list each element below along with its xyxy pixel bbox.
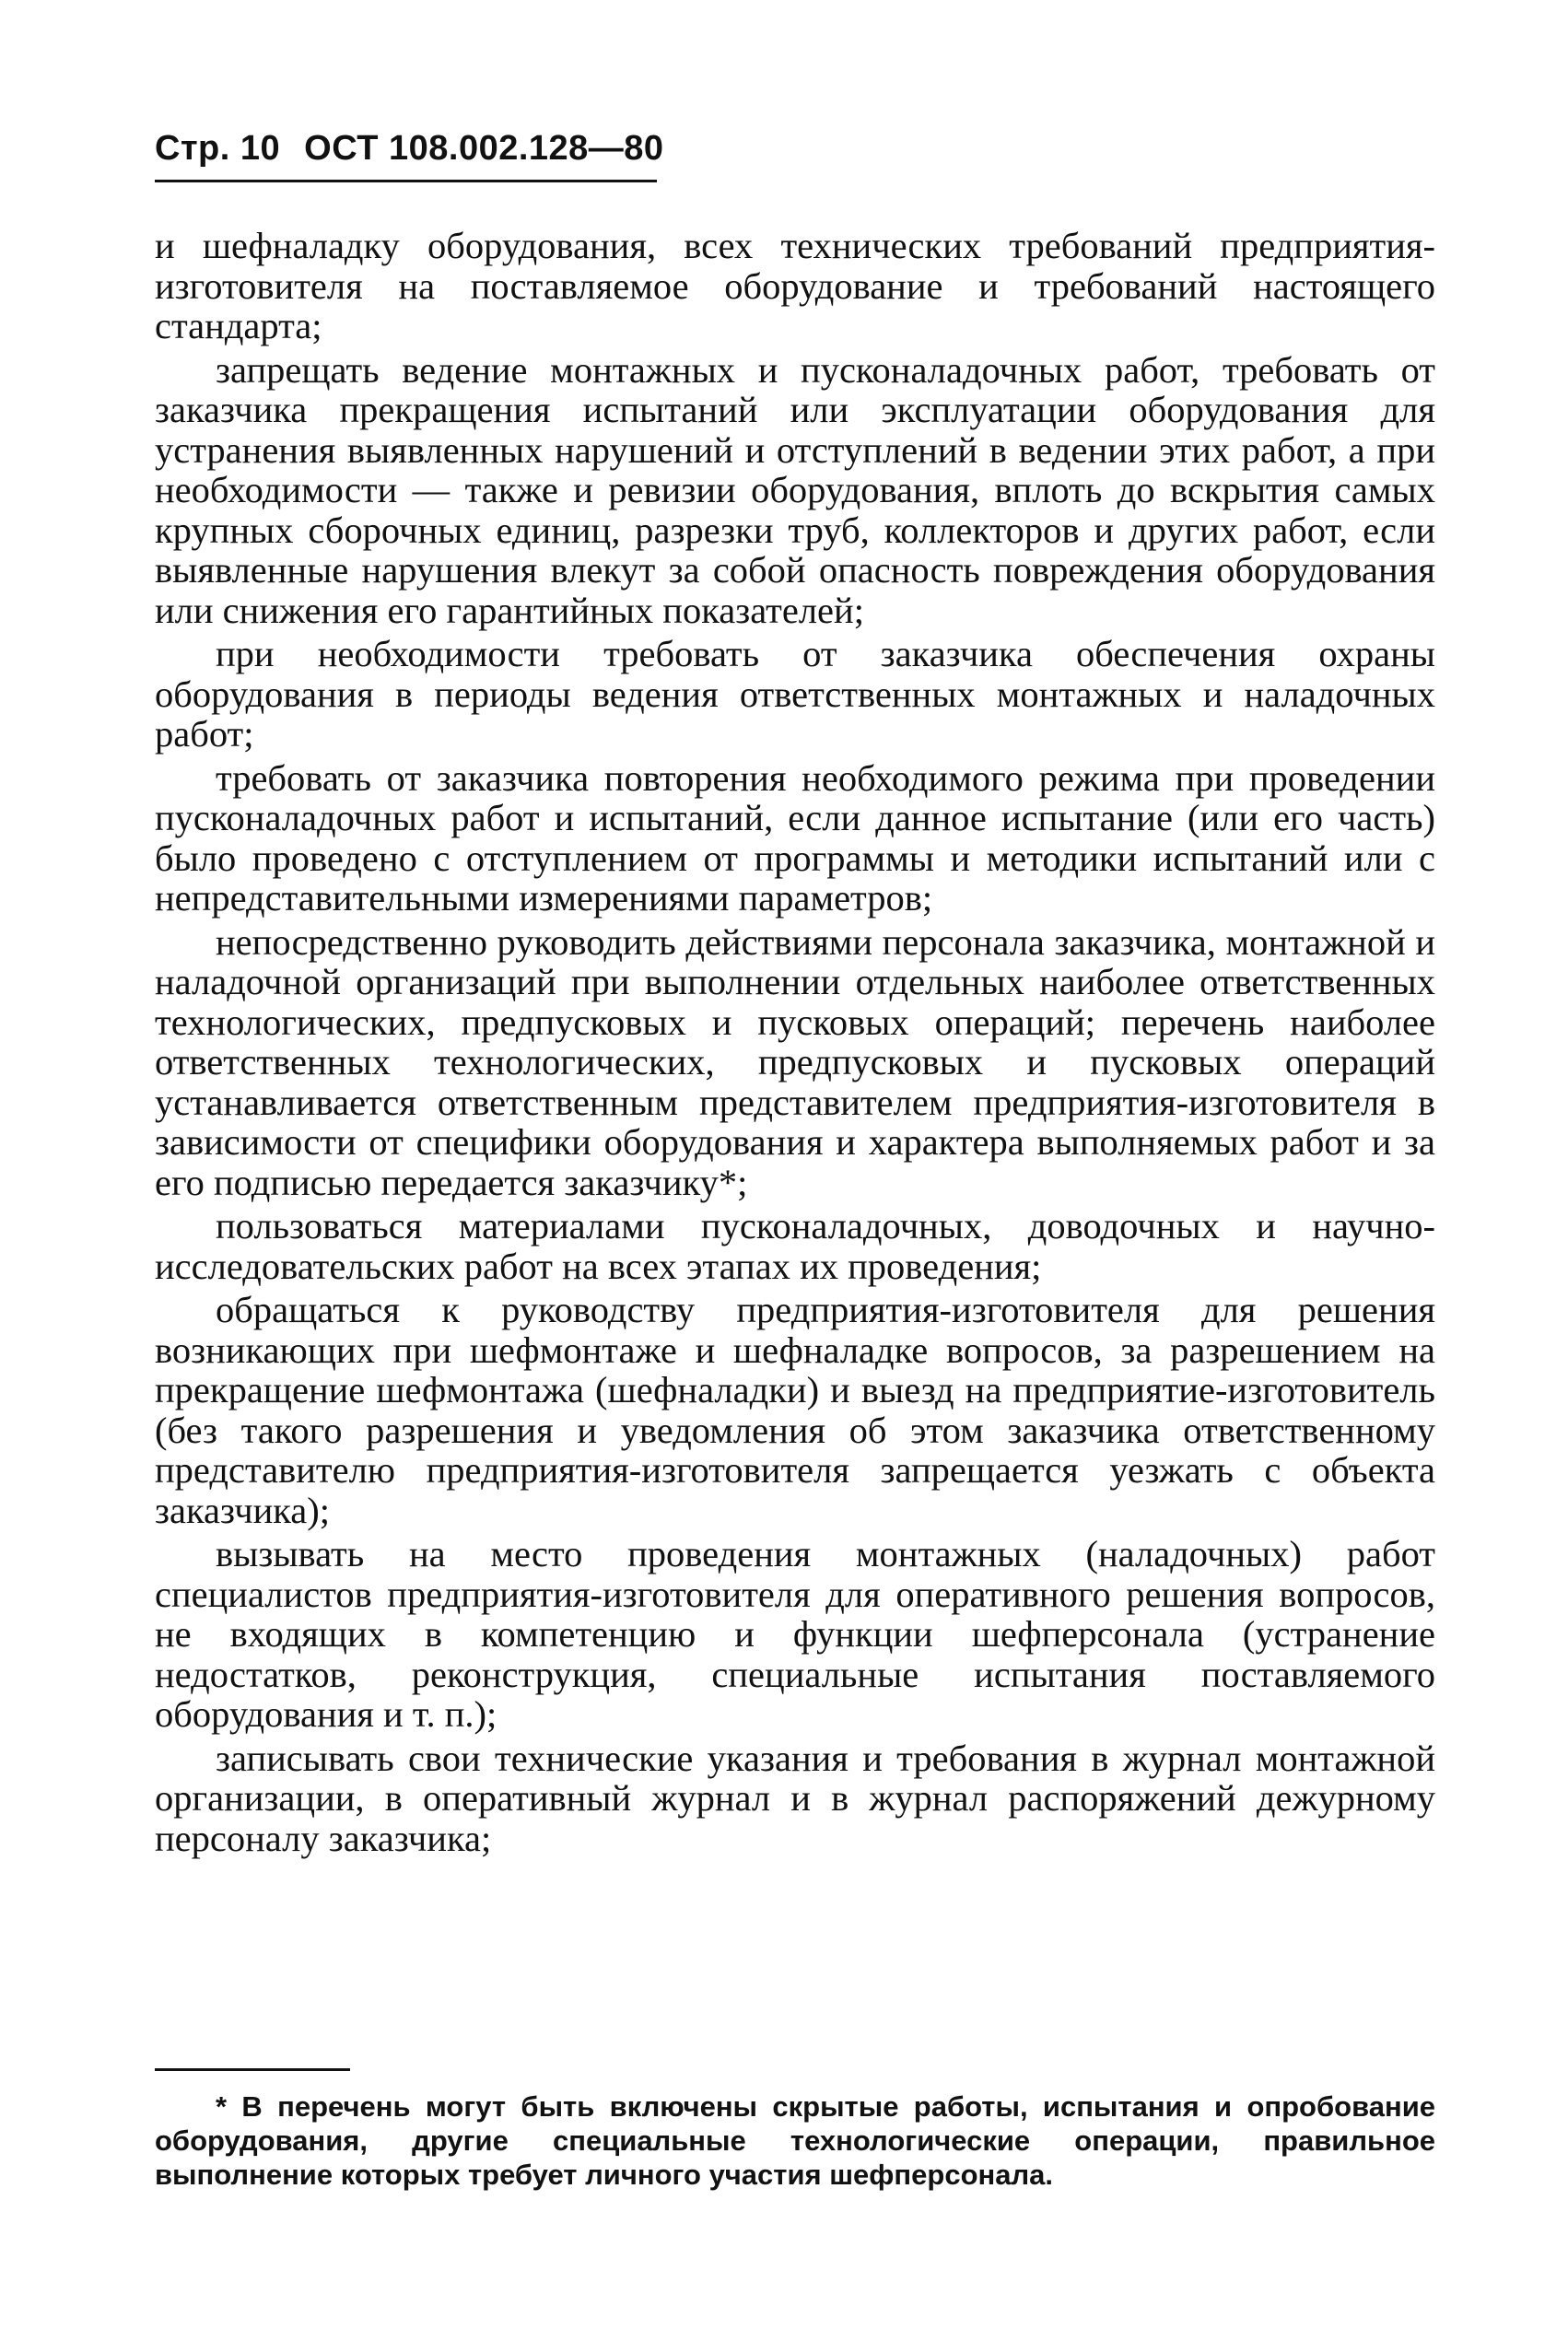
paragraph-direct-management: непосредственно руководить действиями персонала заказчика, монтажной и наладочной организаций при выполнении отдельных наиболее ответственных технологических, предпусковых и пусковых операций; перечень наиболее ответственных технологических, предпусковых и пусковых операций устанавливается ответственным представителем предприятия-изготовителя в зависимости от специфики оборудования и характера выполняемых работ и за его подписью передается заказчику*; bbox=[155, 920, 1435, 1203]
header-underline bbox=[155, 180, 657, 182]
paragraph-contact-management: обращаться к руководству предприятия-изготовителя для решения возникающих при шефмонтаже и шефналадке вопросов, за разрешением на прекращение шефмонтажа (шефналадки) и выезд на предприятие-изготовитель (без такого разрешения и уведомления об этом заказчика ответственному представителю предприятия-изготовителя запрещается уезжать с объекта заказчика); bbox=[155, 1289, 1435, 1531]
body-text bbox=[155, 226, 1435, 1862]
page-number: Стр. 10 bbox=[155, 129, 281, 168]
paragraph-use-materials: пользоваться материалами пусконаладочных, доводочных и научно-исследовательских работ на всех этапах их проведения; bbox=[155, 1205, 1435, 1287]
footnote: * В перечень могут быть включены скрытые работы, испытания и опробование оборудования, другие специальные технологические операции, правильное выполнение которых требует личного участия шефперсонала. bbox=[155, 2090, 1435, 2191]
paragraph-security-demand: при необходимости требовать от заказчика обеспечения охраны оборудования в периоды ведения ответственных монтажных и наладочных работ; bbox=[155, 633, 1435, 755]
page-header bbox=[155, 129, 664, 169]
paragraph-prohibit-works: запрещать ведение монтажных и пусконаладочных работ, требовать от заказчика прекращения испытаний или эксплуатации оборудования для устранения выявленных нарушений и отступлений в ведении этих работ, а при необходимости — также и ревизии оборудования, вплоть до вскрытия самых крупных сборочных единиц, разрезки труб, коллекторов и других работ, если выявленные нарушения влекут за собой опасность повреждения оборудования или снижения его гарантийных показателей; bbox=[155, 348, 1435, 631]
paragraph-repeat-mode: требовать от заказчика повторения необходимого режима при проведении пусконаладочных работ и испытаний, если данное испытание (или его часть) было проведено с отступлением от программы и методики испытаний или с непредставительными измерениями параметров; bbox=[155, 756, 1435, 919]
footnote-separator bbox=[155, 2068, 350, 2071]
document-code: ОСТ 108.002.128—80 bbox=[304, 129, 664, 168]
paragraph-record-instructions: записывать свои технические указания и требования в журнал монтажной организации, в оперативный журнал и в журнал распоряжений дежурному персоналу заказчика; bbox=[155, 1737, 1435, 1859]
paragraph-continuation: и шефналадку оборудования, всех технических требований предприятия-изготовителя на поставляемое оборудование и требований настоящего стандарта; bbox=[155, 225, 1435, 346]
paragraph-call-specialists: вызывать на место проведения монтажных (наладочных) работ специалистов предприятия-изготовителя для оперативного решения вопросов, не входящих в компетенцию и функции шефперсонала (устранение недостатков, реконструкция, специальные испытания поставляемого оборудования и т. п.); bbox=[155, 1533, 1435, 1735]
